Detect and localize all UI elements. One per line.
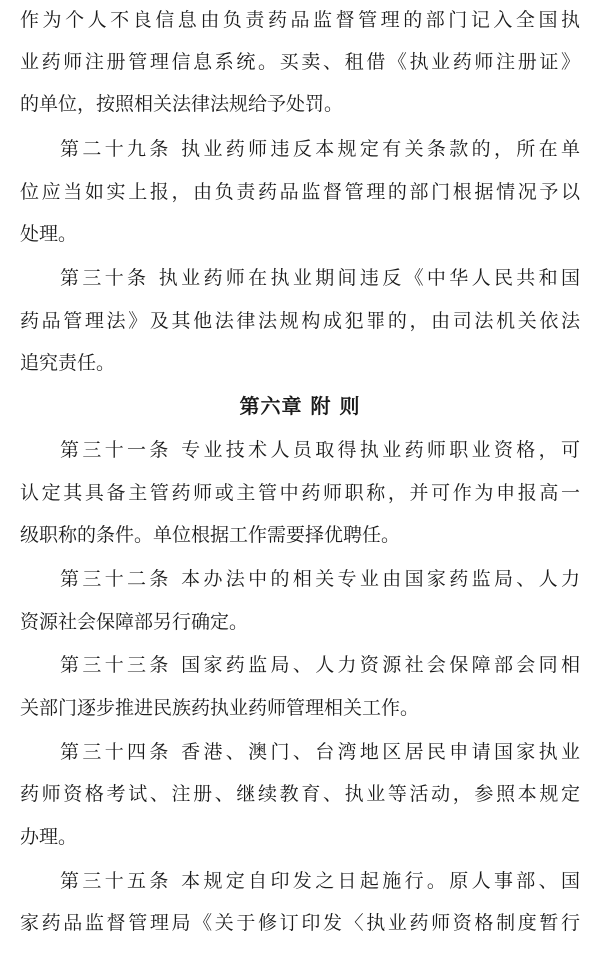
text-line: 家药品监督管理局《关于修订印发〈执业药师资格制度暂行 <box>20 912 580 934</box>
text-line: 办理。 <box>20 826 78 848</box>
chapter-heading: 第六章 附 则 <box>239 394 361 418</box>
article-35-line: 第三十五条 本规定自印发之日起施行。原人事部、国 <box>60 870 580 892</box>
text-line: 药师资格考试、注册、继续教育、执业等活动，参照本规定 <box>20 783 580 805</box>
text-line: 业药师注册管理信息系统。买卖、租借《执业药师注册证》 <box>20 51 580 73</box>
text-line: 处理。 <box>20 223 78 245</box>
text-line: 的单位，按照相关法律法规给予处罚。 <box>20 93 344 115</box>
text-line: 追究责任。 <box>20 352 116 374</box>
text-line: 资源社会保障部另行确定。 <box>20 611 249 633</box>
article-33-line: 第三十三条 国家药监局、人力资源社会保障部会同相 <box>60 654 580 676</box>
text-line: 级职称的条件。单位根据工作需要择优聘任。 <box>20 524 401 546</box>
text-line: 药品管理法》及其他法律法规构成犯罪的，由司法机关依法 <box>20 310 580 332</box>
text-line: 认定其具备主管药师或主管中药师职称，并可作为申报高一 <box>20 482 580 504</box>
article-29-line: 第二十九条 执业药师违反本规定有关条款的，所在单 <box>60 138 580 160</box>
article-32-line: 第三十二条 本办法中的相关专业由国家药监局、人力 <box>60 568 580 590</box>
text-line: 位应当如实上报，由负责药品监督管理的部门根据情况予以 <box>20 181 580 203</box>
article-34-line: 第三十四条 香港、澳门、台湾地区居民申请国家执业 <box>60 741 580 763</box>
article-30-line: 第三十条 执业药师在执业期间违反《中华人民共和国 <box>60 267 580 289</box>
text-line: 关部门逐步推进民族药执业药师管理相关工作。 <box>20 697 420 719</box>
text-line: 作为个人不良信息由负责药品监督管理的部门记入全国执 <box>20 9 580 31</box>
article-31-line: 第三十一条 专业技术人员取得执业药师职业资格，可 <box>60 439 580 461</box>
